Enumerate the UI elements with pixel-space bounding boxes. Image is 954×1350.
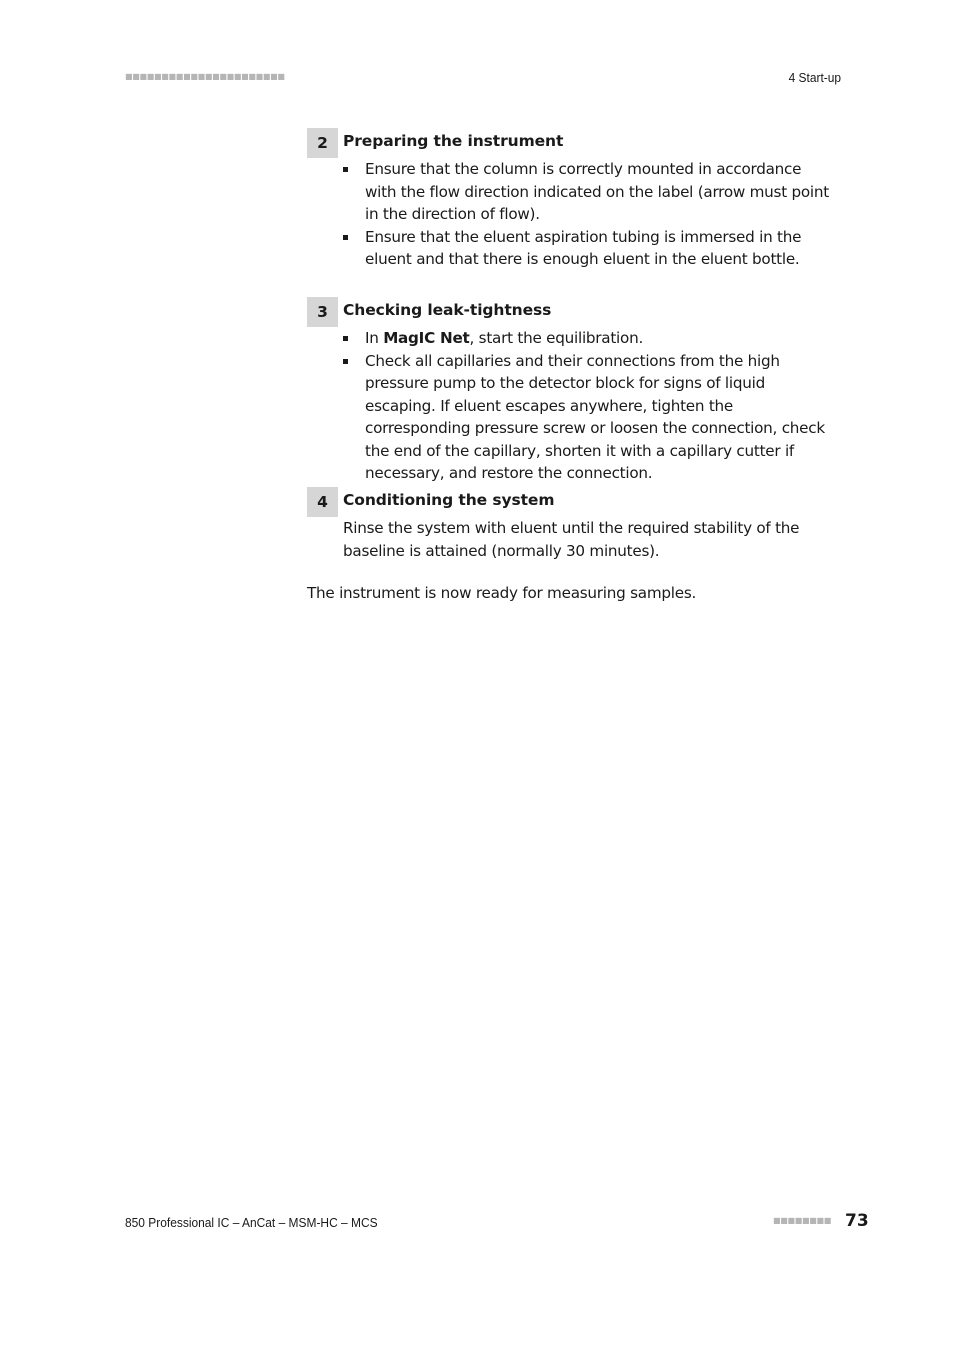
bullet-item: Ensure that the column is correctly mounted in accordance with the flow direction indicated on the label (arrow must point in the direction of flow). xyxy=(343,158,837,226)
page-number: 73 xyxy=(845,1211,869,1231)
step-2 xyxy=(307,128,837,271)
step-text: Rinse the system with eluent until the required stability of the baseline is attained (normally 30 minutes). xyxy=(343,519,800,560)
bullet-list xyxy=(343,327,837,485)
step-title: Checking leak-tightness xyxy=(343,301,552,319)
footer-document-title: 850 Professional IC – AnCat – MSM-HC – MCS xyxy=(125,1215,378,1230)
step-title: Conditioning the system xyxy=(343,491,555,509)
step-number: 2 xyxy=(307,128,338,158)
bullet-list xyxy=(343,158,837,271)
software-name: MagIC Net xyxy=(383,329,470,347)
step-number: 3 xyxy=(307,297,338,327)
bullet-prefix: In xyxy=(365,329,384,347)
bullet-suffix: , start the equilibration. xyxy=(469,329,644,347)
step-number: 4 xyxy=(307,487,338,517)
step-body xyxy=(343,517,837,562)
bullet-item: Ensure that the eluent aspiration tubing is immersed in the eluent and that there is enough eluent in the eluent bottle. xyxy=(343,226,837,271)
step-header xyxy=(307,128,837,158)
footer-decoration: ■■■■■■■■ xyxy=(773,1216,832,1225)
step-body xyxy=(343,158,837,271)
bullet-item: Check all capillaries and their connections from the high pressure pump to the detector block for signs of liquid escaping. If eluent escapes anywhere, tighten the corresponding pressure screw or loosen the connection, check the end of the capillary, shorten it with a capillary cutter if necessary, and restore the connection. xyxy=(343,350,837,485)
bullet-item xyxy=(343,327,837,350)
conclusion-text: The instrument is now ready for measuring samples. xyxy=(307,584,697,602)
step-body xyxy=(343,327,837,485)
step-header xyxy=(307,297,837,327)
step-4 xyxy=(307,487,837,562)
step-3 xyxy=(307,297,837,485)
step-title: Preparing the instrument xyxy=(343,132,564,150)
chapter-title: 4 Start-up xyxy=(788,70,841,85)
step-header xyxy=(307,487,837,517)
header-decoration: ■■■■■■■■■■■■■■■■■■■■■■ xyxy=(125,72,285,81)
